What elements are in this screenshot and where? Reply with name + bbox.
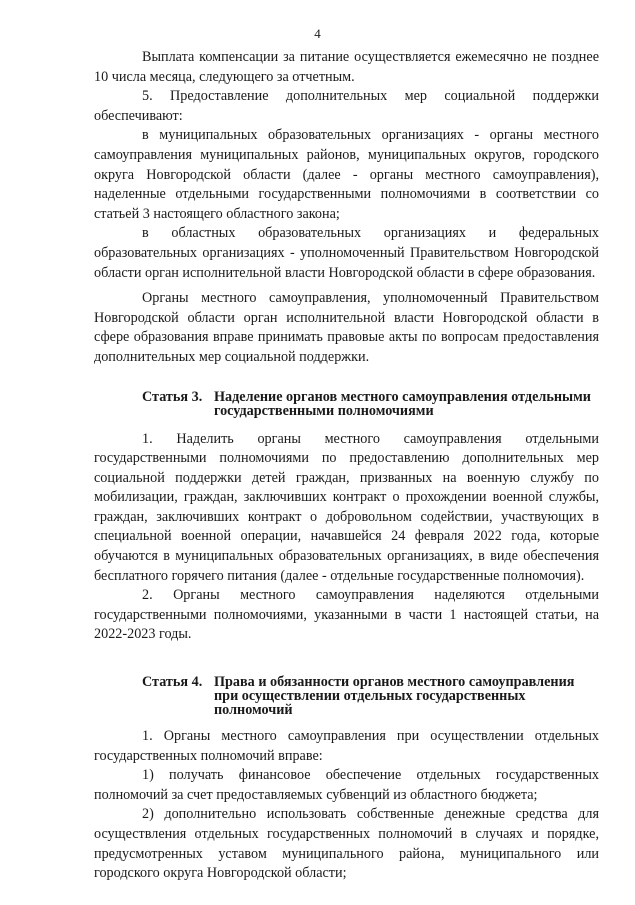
- article-4-number: Статья 4.: [142, 674, 203, 691]
- article-3-title: Наделение органов местного самоуправления отдельными государственными полномочиями: [214, 388, 591, 419]
- article-4-paragraph-1: 1. Органы местного самоуправления при осуществлении отдельных государственных полномочий вправе:: [94, 728, 599, 764]
- article-4-heading: [94, 675, 599, 717]
- article-4-title: Права и обязанности органов местного самоуправления при осуществлении отдельных государственных полномочий: [214, 674, 575, 719]
- article-3-paragraph-2: 2. Органы местного самоуправления наделяются отдельными государственными полномочиями, указанными в части 1 настоящей статьи, на 2022-2023 годы.: [94, 587, 599, 643]
- paragraph-legal-acts: Органы местного самоуправления, уполномоченный Правительством Новгородской области орган исполнительной власти Новгородской области в сфере образования вправе принимать правовые акты по вопросам предоставления дополнительных мер социальной поддержки.: [94, 290, 599, 365]
- paragraph-item-5: 5. Предоставление дополнительных мер социальной поддержки обеспечивают:: [94, 88, 599, 124]
- article-3-paragraph-1: 1. Наделить органы местного самоуправления отдельными государственными полномочиями по предоставлению дополнительных мер социальной поддержки детей граждан, призванных на военную службу по мобилизации, граждан, заключивших контракт о прохождении военной службы, граждан, заключивших контракт о добровольном содействии, участвующих в специальной военной операции, начавшейся 24 февраля 2022 года, которые обучаются в муниципальных образовательных организациях, в виде обеспечения бесплатного горячего питания (далее - отдельные государственные полномочия).: [94, 430, 599, 584]
- paragraph-regional-organizations: в областных образовательных организациях и федеральных образовательных организациях - уполномоченный Правительством Новгородской области орган исполнительной власти Новгородской области в сфере образования.: [94, 225, 599, 281]
- article-4-item-2: 2) дополнительно использовать собственные денежные средства для осуществления отдельных государственных полномочий в случаях и порядке, предусмотренных уставом муниципального района, муниципального или городского округа Новгородской области;: [94, 806, 599, 882]
- paragraph-compensation-payment: Выплата компенсации за питание осуществляется ежемесячно не позднее 10 числа месяца, следующего за отчетным.: [94, 49, 599, 85]
- article-4-item-1: 1) получать финансовое обеспечение отдельных государственных полномочий за счет предоставляемых субвенций из областного бюджета;: [94, 767, 599, 803]
- article-3-number: Статья 3.: [142, 388, 203, 405]
- article-3-heading: [94, 390, 599, 418]
- page-number: 4: [314, 26, 321, 41]
- paragraph-municipal-organizations: в муниципальных образовательных организациях - органы местного самоуправления муниципальных районов, муниципальных округов, городского округа Новгородской области (далее - органы местного самоуправления), наделенные отдельными государственными полномочиями в соответствии со статьей 3 настоящего областного закона;: [94, 127, 599, 222]
- document-body: [94, 48, 599, 884]
